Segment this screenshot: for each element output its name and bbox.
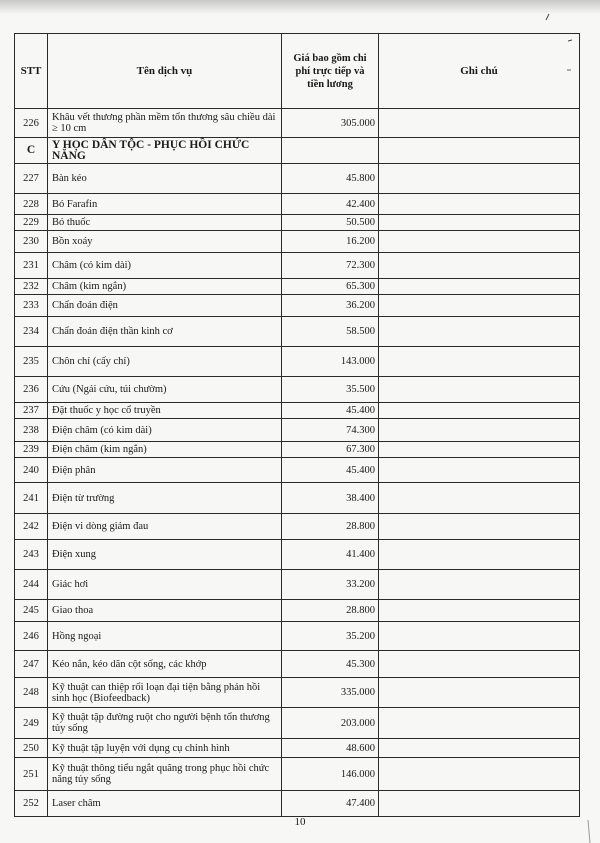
table-row [15, 253, 580, 279]
row-stt: 229 [15, 215, 48, 231]
row-stt: 244 [15, 570, 48, 600]
row-price: 45.300 [282, 651, 379, 678]
table-header-row [15, 34, 580, 109]
row-price [282, 138, 379, 164]
row-stt: 248 [15, 678, 48, 708]
table-row [15, 194, 580, 215]
row-note [379, 678, 580, 708]
row-service-name: Laser châm [48, 791, 282, 817]
row-stt: 227 [15, 164, 48, 194]
row-price: 335.000 [282, 678, 379, 708]
row-stt: 233 [15, 295, 48, 317]
row-service-name: Y HỌC DÂN TỘC - PHỤC HỒI CHỨC NĂNG [48, 138, 282, 164]
row-price: 45.400 [282, 403, 379, 419]
row-price: 28.800 [282, 600, 379, 622]
row-stt: 238 [15, 419, 48, 442]
row-stt: 235 [15, 347, 48, 377]
row-stt: 239 [15, 442, 48, 458]
row-note [379, 442, 580, 458]
row-service-name: Kỹ thuật can thiệp rối loạn đại tiện bằng phản hồi sinh học (Biofeedback) [48, 678, 282, 708]
row-note [379, 109, 580, 138]
row-service-name: Hồng ngoại [48, 622, 282, 651]
table-row [15, 279, 580, 295]
row-note [379, 194, 580, 215]
row-service-name: Chẩn đoán điện [48, 295, 282, 317]
row-price: 74.300 [282, 419, 379, 442]
row-stt: C [15, 138, 48, 164]
row-note [379, 419, 580, 442]
row-price: 33.200 [282, 570, 379, 600]
row-service-name: Giao thoa [48, 600, 282, 622]
row-note [379, 739, 580, 758]
row-price: 45.400 [282, 458, 379, 483]
row-price: 42.400 [282, 194, 379, 215]
row-note [379, 317, 580, 347]
row-service-name: Châm (kim ngắn) [48, 279, 282, 295]
table-row [15, 483, 580, 514]
table-row [15, 758, 580, 791]
row-price: 35.500 [282, 377, 379, 403]
row-service-name: Bồn xoáy [48, 231, 282, 253]
table-row [15, 540, 580, 570]
row-stt: 228 [15, 194, 48, 215]
row-service-name: Điện xung [48, 540, 282, 570]
row-note [379, 651, 580, 678]
row-service-name: Điện vi dòng giảm đau [48, 514, 282, 540]
row-stt: 250 [15, 739, 48, 758]
row-price: 72.300 [282, 253, 379, 279]
row-note [379, 377, 580, 403]
row-service-name: Kỹ thuật tập luyện với dụng cụ chỉnh hình [48, 739, 282, 758]
row-note [379, 215, 580, 231]
row-service-name: Chôn chỉ (cấy chỉ) [48, 347, 282, 377]
row-note [379, 295, 580, 317]
header-price: Giá bao gồm chi phí trực tiếp và tiền lương [282, 34, 379, 109]
row-service-name: Kỹ thuật thông tiểu ngắt quãng trong phục hồi chức năng tủy sống [48, 758, 282, 791]
row-stt: 241 [15, 483, 48, 514]
row-note [379, 791, 580, 817]
row-stt: 249 [15, 708, 48, 739]
row-price: 305.000 [282, 109, 379, 138]
table-body [15, 109, 580, 817]
row-note [379, 570, 580, 600]
table-row [15, 109, 580, 138]
row-stt: 251 [15, 758, 48, 791]
row-stt: 246 [15, 622, 48, 651]
page-number: 10 [294, 816, 306, 828]
row-price: 28.800 [282, 514, 379, 540]
row-service-name: Đặt thuốc y học cổ truyền [48, 403, 282, 419]
row-stt: 230 [15, 231, 48, 253]
row-price: 41.400 [282, 540, 379, 570]
row-price: 38.400 [282, 483, 379, 514]
row-price: 203.000 [282, 708, 379, 739]
row-price: 58.500 [282, 317, 379, 347]
row-price: 35.200 [282, 622, 379, 651]
row-note [379, 347, 580, 377]
row-note [379, 540, 580, 570]
row-note [379, 514, 580, 540]
table-row [15, 419, 580, 442]
row-price: 45.800 [282, 164, 379, 194]
row-stt: 232 [15, 279, 48, 295]
row-note [379, 164, 580, 194]
row-note [379, 708, 580, 739]
table-row [15, 678, 580, 708]
table-row [15, 164, 580, 194]
header-stt: STT [15, 34, 48, 109]
row-stt: 226 [15, 109, 48, 138]
row-price: 47.400 [282, 791, 379, 817]
row-service-name: Điện châm (kim ngắn) [48, 442, 282, 458]
row-stt: 247 [15, 651, 48, 678]
row-price: 146.000 [282, 758, 379, 791]
table-row [15, 708, 580, 739]
row-stt: 236 [15, 377, 48, 403]
row-stt: 243 [15, 540, 48, 570]
row-service-name: Giác hơi [48, 570, 282, 600]
table-row [15, 458, 580, 483]
table-row [15, 622, 580, 651]
table-row [15, 317, 580, 347]
table-row [15, 215, 580, 231]
row-note [379, 458, 580, 483]
section-row [15, 138, 580, 164]
row-service-name: Kỹ thuật tập đường ruột cho người bệnh tổn thương tủy sống [48, 708, 282, 739]
row-service-name: Cứu (Ngải cứu, túi chườm) [48, 377, 282, 403]
row-stt: 234 [15, 317, 48, 347]
table-row [15, 347, 580, 377]
row-note [379, 622, 580, 651]
row-note [379, 253, 580, 279]
table-row [15, 231, 580, 253]
table-row [15, 570, 580, 600]
row-stt: 242 [15, 514, 48, 540]
table-row [15, 442, 580, 458]
row-note [379, 483, 580, 514]
row-stt: 231 [15, 253, 48, 279]
table-row [15, 739, 580, 758]
row-note [379, 231, 580, 253]
row-note [379, 758, 580, 791]
row-price: 16.200 [282, 231, 379, 253]
row-service-name: Bó thuốc [48, 215, 282, 231]
row-note [379, 600, 580, 622]
row-stt: 240 [15, 458, 48, 483]
row-service-name: Điện châm (có kim dài) [48, 419, 282, 442]
row-service-name: Kéo nắn, kéo dãn cột sống, các khớp [48, 651, 282, 678]
table-row [15, 295, 580, 317]
row-service-name: Bó Farafin [48, 194, 282, 215]
table-row [15, 514, 580, 540]
row-stt: 237 [15, 403, 48, 419]
row-service-name: Điện từ trường [48, 483, 282, 514]
table-row [15, 377, 580, 403]
row-note [379, 138, 580, 164]
row-price: 143.000 [282, 347, 379, 377]
row-service-name: Bàn kéo [48, 164, 282, 194]
row-stt: 245 [15, 600, 48, 622]
row-service-name: Điện phân [48, 458, 282, 483]
row-service-name: Khâu vết thương phần mềm tổn thương sâu chiều dài ≥ 10 cm [48, 109, 282, 138]
row-note [379, 403, 580, 419]
row-price: 65.300 [282, 279, 379, 295]
row-price: 67.300 [282, 442, 379, 458]
service-price-table [14, 33, 580, 817]
row-stt: 252 [15, 791, 48, 817]
table-row [15, 651, 580, 678]
table-row [15, 791, 580, 817]
table-row [15, 403, 580, 419]
header-note: Ghi chú [379, 34, 580, 109]
row-note [379, 279, 580, 295]
row-price: 48.600 [282, 739, 379, 758]
row-service-name: Châm (có kim dài) [48, 253, 282, 279]
row-price: 50.500 [282, 215, 379, 231]
table-row [15, 600, 580, 622]
row-price: 36.200 [282, 295, 379, 317]
row-service-name: Chẩn đoán điện thần kinh cơ [48, 317, 282, 347]
header-service-name: Tên dịch vụ [48, 34, 282, 109]
